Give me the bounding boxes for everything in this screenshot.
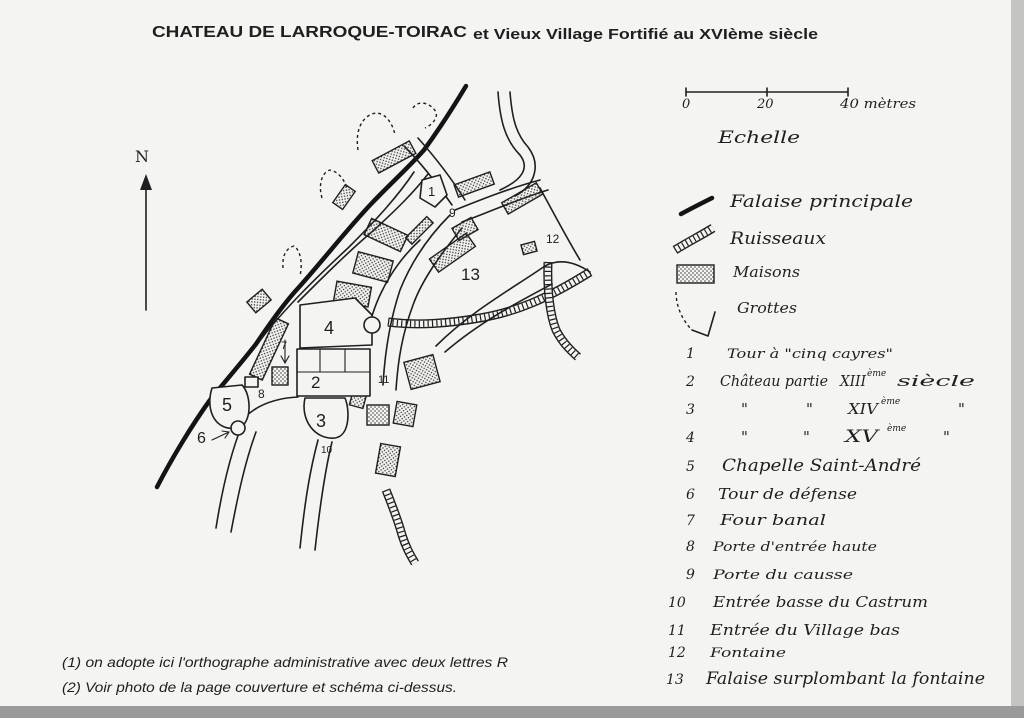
key-text: Porte d'entrée haute bbox=[711, 540, 878, 555]
key-number: 3 bbox=[686, 402, 695, 418]
key-text: Falaise surplombant la fontaine bbox=[704, 669, 985, 689]
key-number: 6 bbox=[686, 487, 695, 503]
page-title bbox=[152, 24, 818, 43]
key-number: 8 bbox=[686, 539, 695, 555]
key-number: 2 bbox=[686, 374, 695, 390]
key-number: 4 bbox=[686, 430, 695, 446]
scale-tick-0: 0 bbox=[682, 97, 691, 112]
house bbox=[393, 401, 417, 426]
key-text: Entrée du Village bas bbox=[708, 621, 901, 639]
key-century-suffix: ème bbox=[881, 397, 901, 407]
key-ditto: " bbox=[741, 400, 748, 418]
key-ditto: " bbox=[806, 400, 813, 418]
scan-bottom-edge bbox=[0, 706, 1024, 718]
key-text: Tour à "cinq cayres" bbox=[727, 347, 893, 362]
key-text-after: siècle bbox=[897, 372, 976, 390]
key-century: XIV bbox=[846, 400, 881, 418]
legend-label-houses: Maisons bbox=[731, 263, 801, 281]
key-century: XV bbox=[842, 427, 881, 447]
key-century-suffix: ème bbox=[887, 424, 907, 434]
key-number: 11 bbox=[668, 623, 686, 639]
key-text: Porte du causse bbox=[711, 568, 854, 583]
key-text: Tour de défense bbox=[718, 485, 858, 503]
map-label-6: 6 bbox=[197, 430, 206, 447]
key-number: 13 bbox=[666, 672, 684, 688]
key-century: XIII bbox=[839, 372, 867, 390]
footnote-1: (1) on adopte ici l'orthographe administrative avec deux lettres R bbox=[62, 654, 508, 670]
map-label-9: 9 bbox=[449, 206, 456, 220]
castle-part-xv bbox=[300, 298, 372, 348]
map-label-10: 10 bbox=[321, 445, 333, 456]
legend-label-cliff: Falaise principale bbox=[728, 192, 913, 212]
key-text: Entrée basse du Castrum bbox=[711, 593, 928, 611]
key-text: Château partie bbox=[720, 372, 829, 390]
porte-entree-haute bbox=[245, 377, 258, 387]
key-number: 10 bbox=[668, 595, 686, 611]
key-ditto: " bbox=[803, 428, 810, 446]
key-century-suffix: ème bbox=[867, 369, 887, 379]
key-text: Four banal bbox=[718, 511, 827, 529]
title-main: CHATEAU DE LARROQUE-TOIRAC bbox=[152, 24, 468, 41]
scale-label: Echelle bbox=[716, 128, 800, 148]
north-label: N bbox=[135, 147, 149, 166]
map-label-7: 7 bbox=[281, 340, 288, 352]
map-label-2: 2 bbox=[311, 373, 321, 392]
tour-de-defense bbox=[231, 421, 245, 435]
map-label-3: 3 bbox=[316, 411, 327, 431]
key-text: Chapelle Saint-André bbox=[722, 456, 921, 476]
map-label-8: 8 bbox=[258, 387, 265, 401]
map-label-12: 12 bbox=[546, 232, 560, 246]
key-number: 12 bbox=[668, 645, 686, 661]
scan-right-edge bbox=[1011, 0, 1024, 718]
map-label-5: 5 bbox=[222, 395, 233, 415]
house-dotted-icon bbox=[677, 265, 714, 283]
legend-label-caves: Grottes bbox=[737, 299, 798, 317]
title-subtitle: et Vieux Village Fortifié au XVIème siècle bbox=[473, 26, 818, 43]
castle-round-tower bbox=[364, 317, 380, 333]
key-number: 5 bbox=[686, 459, 695, 475]
house bbox=[367, 405, 389, 425]
map-label-4: 4 bbox=[324, 318, 335, 338]
key-ditto: " bbox=[943, 428, 950, 446]
house bbox=[272, 367, 288, 385]
legend-label-streams: Ruisseaux bbox=[728, 229, 827, 249]
key-ditto: " bbox=[741, 428, 748, 446]
key-ditto: " bbox=[958, 400, 965, 418]
key-text: Fontaine bbox=[708, 646, 787, 661]
map-label-13: 13 bbox=[461, 265, 480, 284]
footnote-2: (2) Voir photo de la page couverture et schéma ci-dessus. bbox=[62, 679, 457, 695]
key-number: 9 bbox=[686, 567, 695, 583]
key-number: 1 bbox=[686, 346, 695, 362]
key-number: 7 bbox=[686, 513, 695, 529]
house bbox=[376, 443, 401, 476]
scale-tick-20: 20 bbox=[757, 97, 774, 112]
map-label-1: 1 bbox=[428, 184, 436, 199]
map-label-11: 11 bbox=[378, 374, 390, 386]
scale-tick-40: 40 mètres bbox=[838, 97, 917, 112]
